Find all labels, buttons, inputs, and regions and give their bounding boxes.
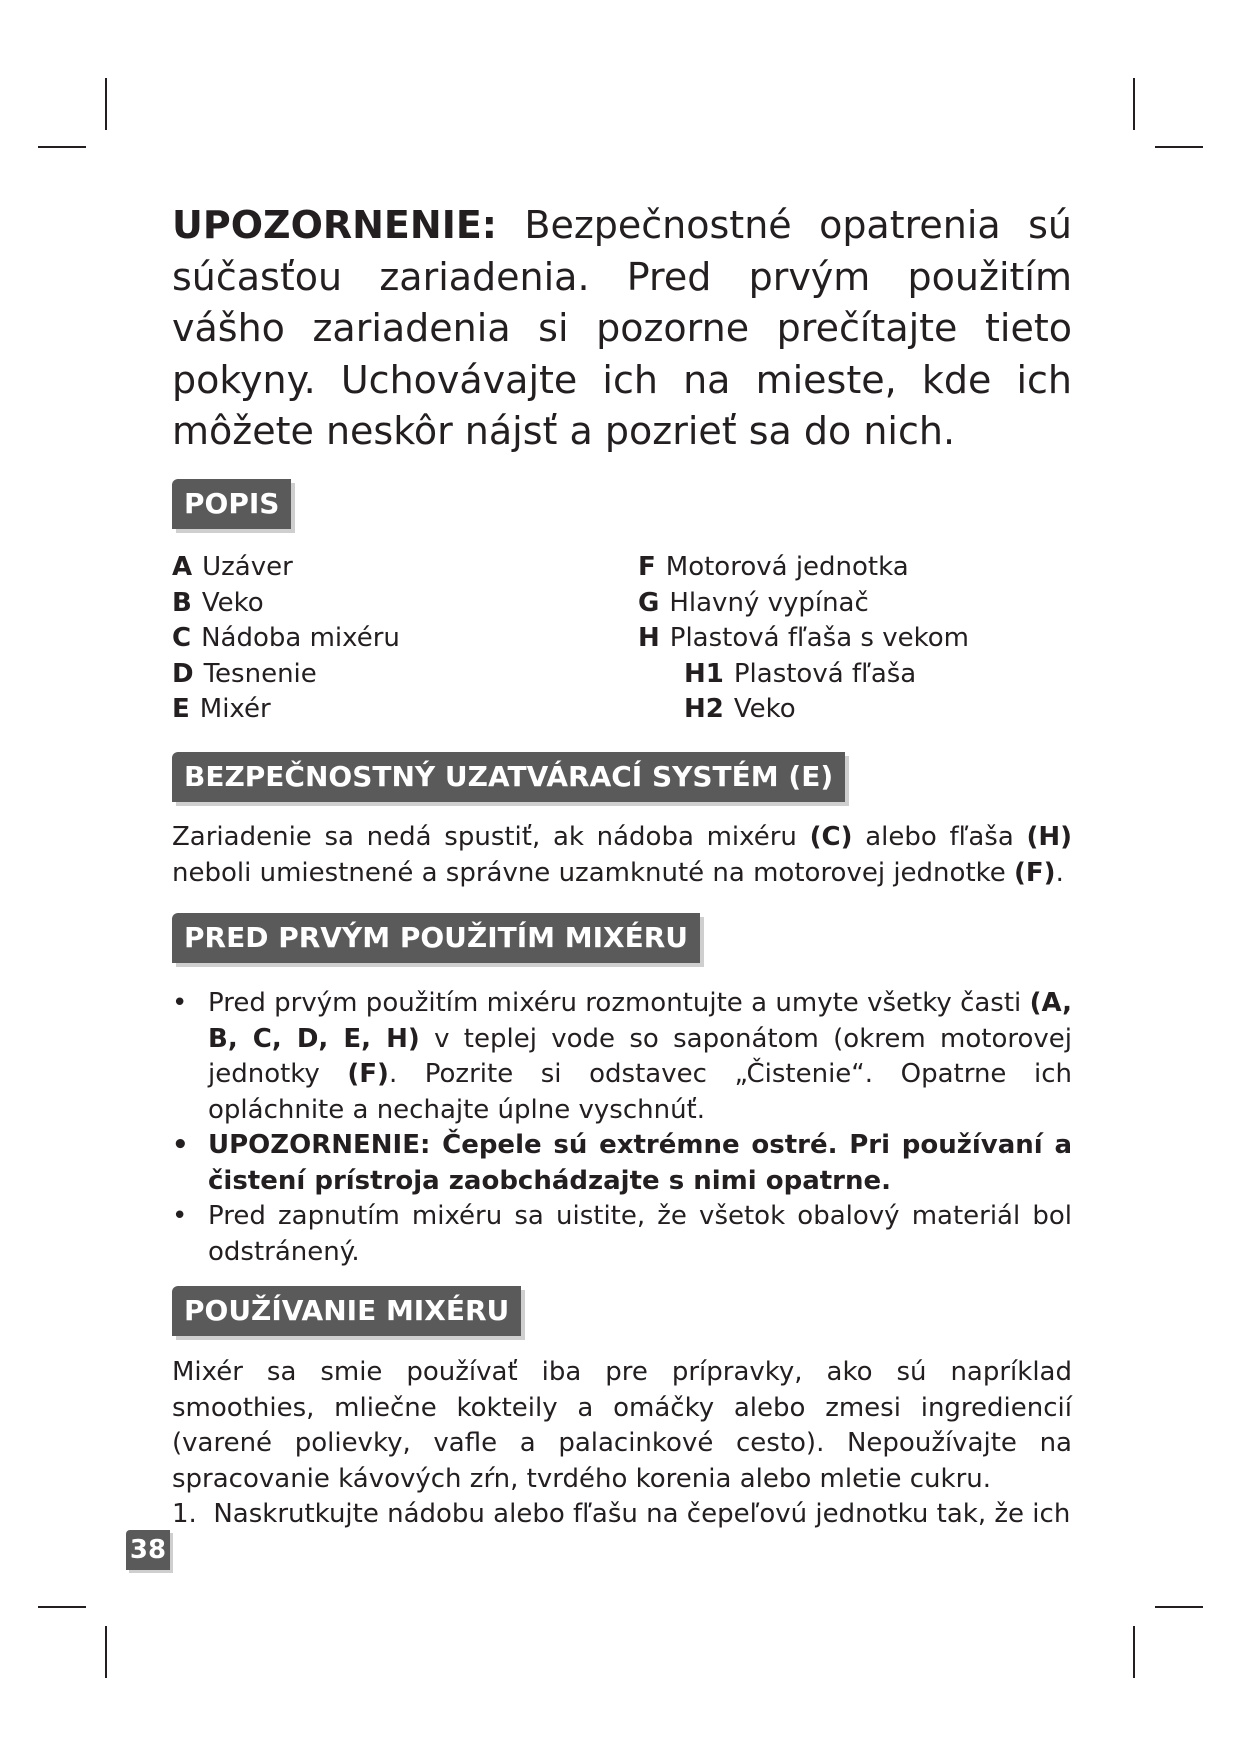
part-label: Plastová fľaša s vekom [669, 623, 969, 653]
part-item [172, 586, 400, 622]
list-item-ref: (A, B, C, D, E, H) [208, 988, 1072, 1054]
part-item [172, 621, 400, 657]
usage-paragraph [172, 1355, 1072, 1533]
part-item [638, 550, 969, 586]
list-item-text: . Pozrite si odstavec „Čistenie“. Opatrne ich opláchnite a nechajte úplne vyschnúť. [208, 1059, 1072, 1125]
list-item-text: UPOZORNENIE: Čepele sú extrémne ostré. Pri používaní a čistení prístroja zaobchádzajte s nimi opatrne. [208, 1130, 1072, 1196]
part-label: Uzáver [202, 552, 293, 582]
part-letter: E [172, 694, 190, 724]
safety-ref: (F) [1014, 857, 1056, 888]
usage-text: Mixér sa smie používať iba pre prípravky, ako sú napríklad smoothies, mliečne kokteily a omáčky alebo zmesi ingrediencií (varené polievky, vafle a palacinkové cesto). Nepoužívajte na spracovanie kávových zŕn, tvrdého korenia alebo mletie cukru. [172, 1357, 1072, 1494]
part-item [172, 692, 400, 728]
part-label: Hlavný vypínač [669, 587, 869, 618]
list-item [172, 1199, 1072, 1270]
list-item [172, 1128, 1072, 1199]
part-letter: D [172, 658, 194, 689]
usage-step-1: 1. Naskrutkujte nádobu alebo fľašu na čepeľovú jednotku tak, že ich [172, 1499, 1071, 1529]
parts-list-right [638, 550, 969, 728]
part-letter: A [172, 552, 193, 582]
crop-mark-top-right-h [1155, 146, 1203, 148]
section-heading-popis: POPIS [172, 479, 291, 529]
list-item-ref: (F) [347, 1059, 389, 1089]
part-label: Veko [733, 694, 796, 724]
part-label: Nádoba mixéru [201, 623, 400, 653]
page-number: 38 [126, 1530, 170, 1570]
safety-ref: (H) [1026, 822, 1073, 852]
safety-ref: (C) [809, 822, 853, 852]
part-label: Veko [201, 587, 264, 618]
part-letter: B [172, 587, 192, 618]
part-item [638, 692, 969, 728]
safety-paragraph [172, 820, 1072, 891]
bullet-icon: • [172, 988, 188, 1018]
part-item [172, 657, 400, 693]
list-item-text: Pred prvým použitím mixéru rozmontujte a umyte všetky časti [208, 988, 1030, 1018]
part-letter: H [638, 623, 660, 653]
crop-mark-top-left-v [105, 78, 107, 130]
intro-warning-label: UPOZORNENIE: [172, 203, 497, 247]
list-item [172, 986, 1072, 1128]
section-heading-before-first-use: PRED PRVÝM POUŽITÍM MIXÉRU [172, 913, 700, 963]
part-label: Plastová fľaša [733, 658, 917, 689]
part-item [638, 621, 969, 657]
safety-text: . [1055, 857, 1064, 888]
crop-mark-bottom-right-h [1155, 1606, 1203, 1608]
crop-mark-bottom-left-h [38, 1606, 86, 1608]
safety-text: alebo fľaša [852, 822, 1027, 852]
part-letter: C [172, 623, 192, 653]
part-letter: H2 [684, 694, 724, 724]
crop-mark-top-right-v [1133, 78, 1135, 130]
list-item-text: v teplej vode so saponátom (okrem motorovej jednotky [208, 1023, 1072, 1089]
parts-list-left [172, 550, 400, 728]
intro-warning-text: Bezpečnostné opatrenia sú súčasťou zariadenia. Pred prvým použitím vášho zariadenia si pozorne prečítajte tieto pokyny. Uchovávajte ich na mieste, kde ich môžete neskôr nájsť a pozrieť sa do nich. [172, 203, 1072, 453]
part-letter: F [638, 552, 656, 582]
safety-text: Zariadenie sa nedá spustiť, ak nádoba mixéru [172, 822, 810, 852]
part-letter: G [638, 587, 660, 618]
section-heading-safety: BEZPEČNOSTNÝ UZATVÁRACÍ SYSTÉM (E) [172, 752, 845, 802]
part-item [638, 657, 969, 693]
crop-mark-bottom-right-v [1133, 1626, 1135, 1678]
intro-warning [172, 200, 1072, 458]
crop-mark-top-left-h [38, 146, 86, 148]
part-item [638, 586, 969, 622]
list-item-text: Pred zapnutím mixéru sa uistite, že všetok obalový materiál bol odstránený. [208, 1201, 1072, 1267]
crop-mark-bottom-left-v [105, 1626, 107, 1678]
bullet-icon: • [172, 1201, 188, 1231]
part-label: Mixér [199, 694, 271, 724]
part-label: Tesnenie [203, 658, 317, 689]
part-label: Motorová jednotka [665, 552, 909, 582]
bullet-icon: • [172, 1130, 189, 1160]
before-first-use-list [172, 986, 1072, 1270]
section-heading-usage: POUŽÍVANIE MIXÉRU [172, 1286, 521, 1336]
part-item [172, 550, 400, 586]
part-letter: H1 [684, 658, 724, 689]
safety-text: neboli umiestnené a správne uzamknuté na motorovej jednotke [172, 857, 1015, 888]
